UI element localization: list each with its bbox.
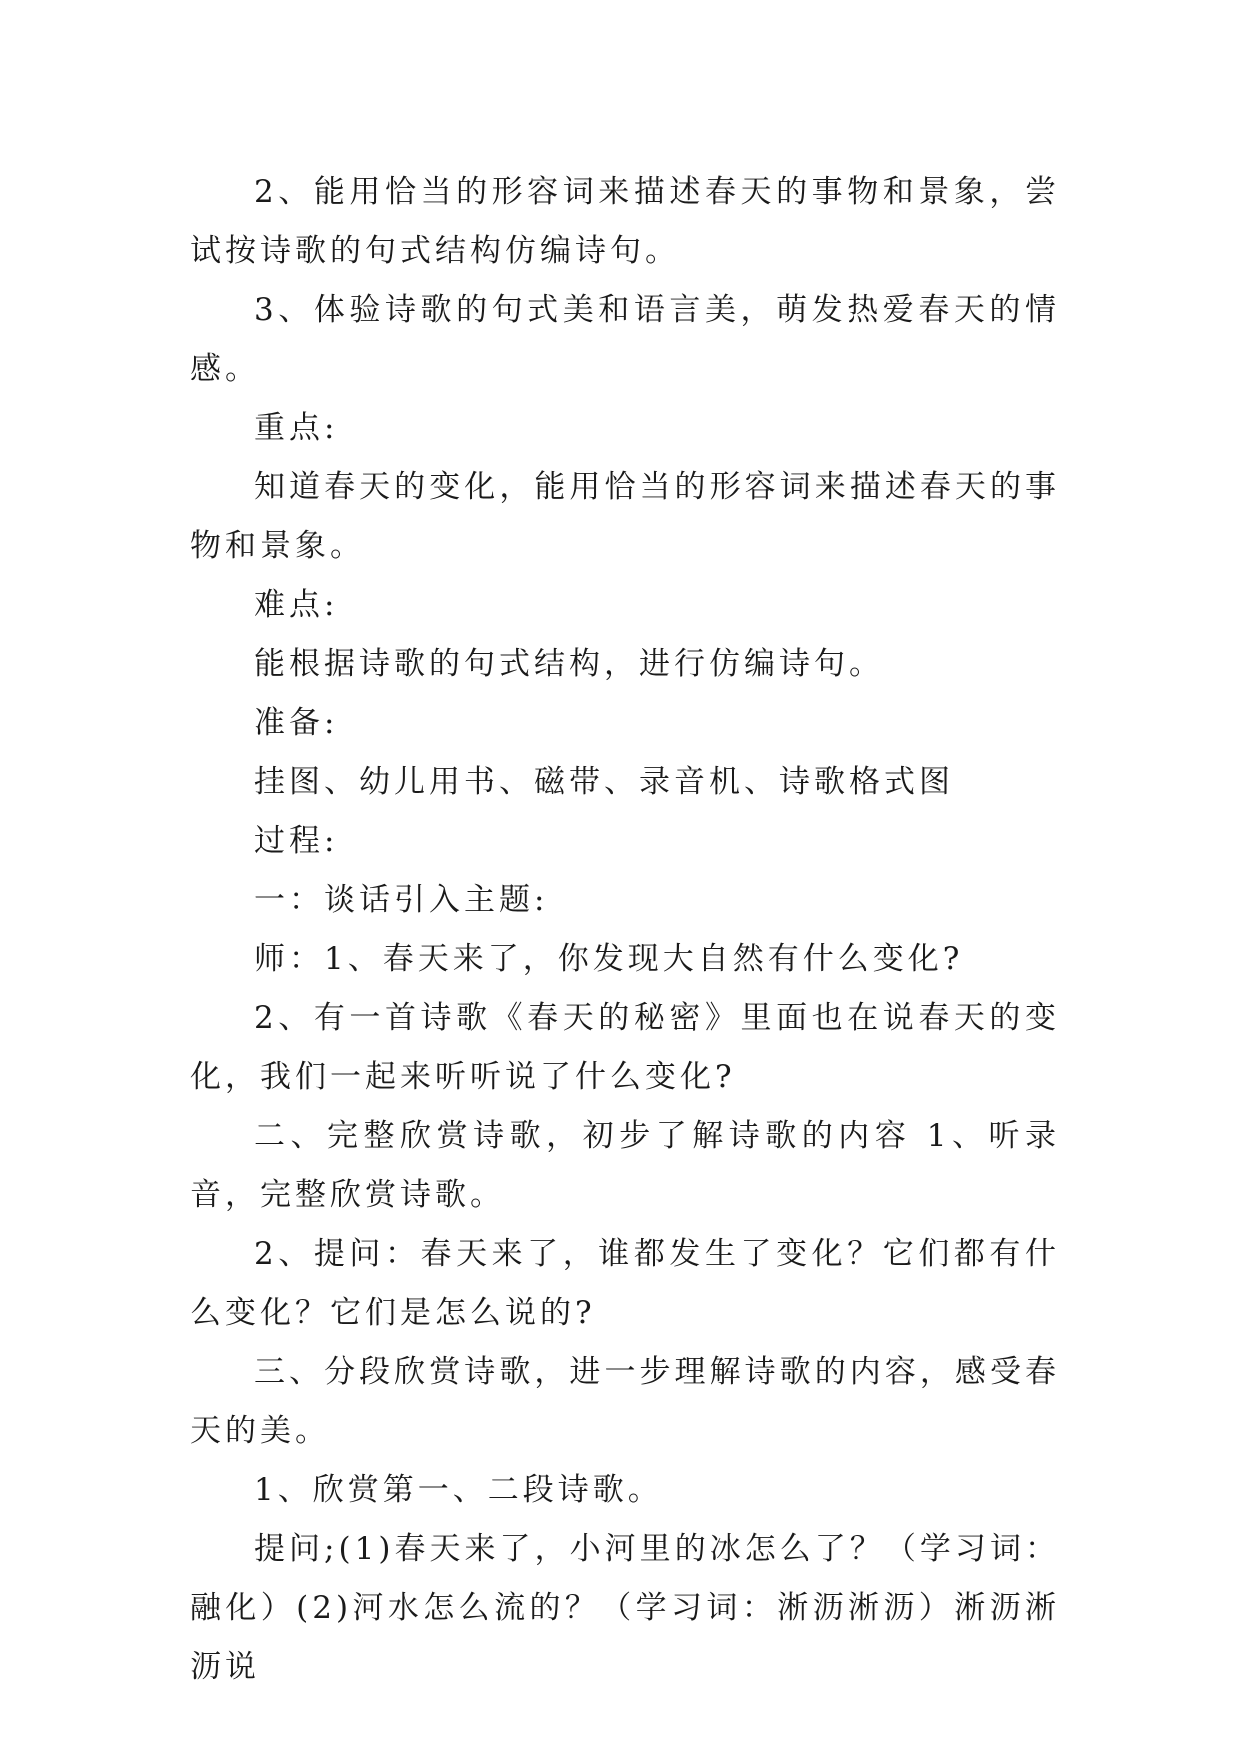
paragraph-2: 3、体验诗歌的句式美和语言美，萌发热爱春天的情感。 [190,292,1060,387]
paragraph-14: 2、提问：春天来了，谁都发生了变化？它们都有什么变化？它们是怎么说的? [190,1236,1060,1331]
paragraph-5: 难点: [254,587,339,623]
paragraph-16: 1、欣赏第一、二段诗歌。 [254,1472,663,1508]
paragraph-7: 准备: [254,705,339,741]
paragraph-12: 2、有一首诗歌《春天的秘密》里面也在说春天的变化，我们一起来听听说了什么变化? [190,1000,1060,1095]
paragraph-4: 知道春天的变化，能用恰当的形容词来描述春天的事物和景象。 [190,469,1060,564]
paragraph-17: 提问;(1)春天来了，小河里的冰怎么了？（学习词：融化）(2)河水怎么流的？（学习词：淅沥淅沥）淅沥淅沥说 [190,1531,1060,1685]
paragraph-13: 二、完整欣赏诗歌，初步了解诗歌的内容 1、听录音，完整欣赏诗歌。 [190,1118,1060,1213]
paragraph-15: 三、分段欣赏诗歌，进一步理解诗歌的内容，感受春天的美。 [190,1354,1060,1449]
paragraph-8: 挂图、幼儿用书、磁带、录音机、诗歌格式图 [254,764,954,800]
document-body [190,163,1060,1697]
paragraph-9: 过程: [254,823,339,859]
paragraph-3: 重点: [254,410,339,446]
paragraph-6: 能根据诗歌的句式结构，进行仿编诗句。 [254,646,884,682]
paragraph-1: 2、能用恰当的形容词来描述春天的事物和景象，尝试按诗歌的句式结构仿编诗句。 [190,174,1060,269]
paragraph-10: 一：谈话引入主题: [254,882,549,918]
paragraph-11: 师：1、春天来了，你发现大自然有什么变化? [254,941,964,977]
